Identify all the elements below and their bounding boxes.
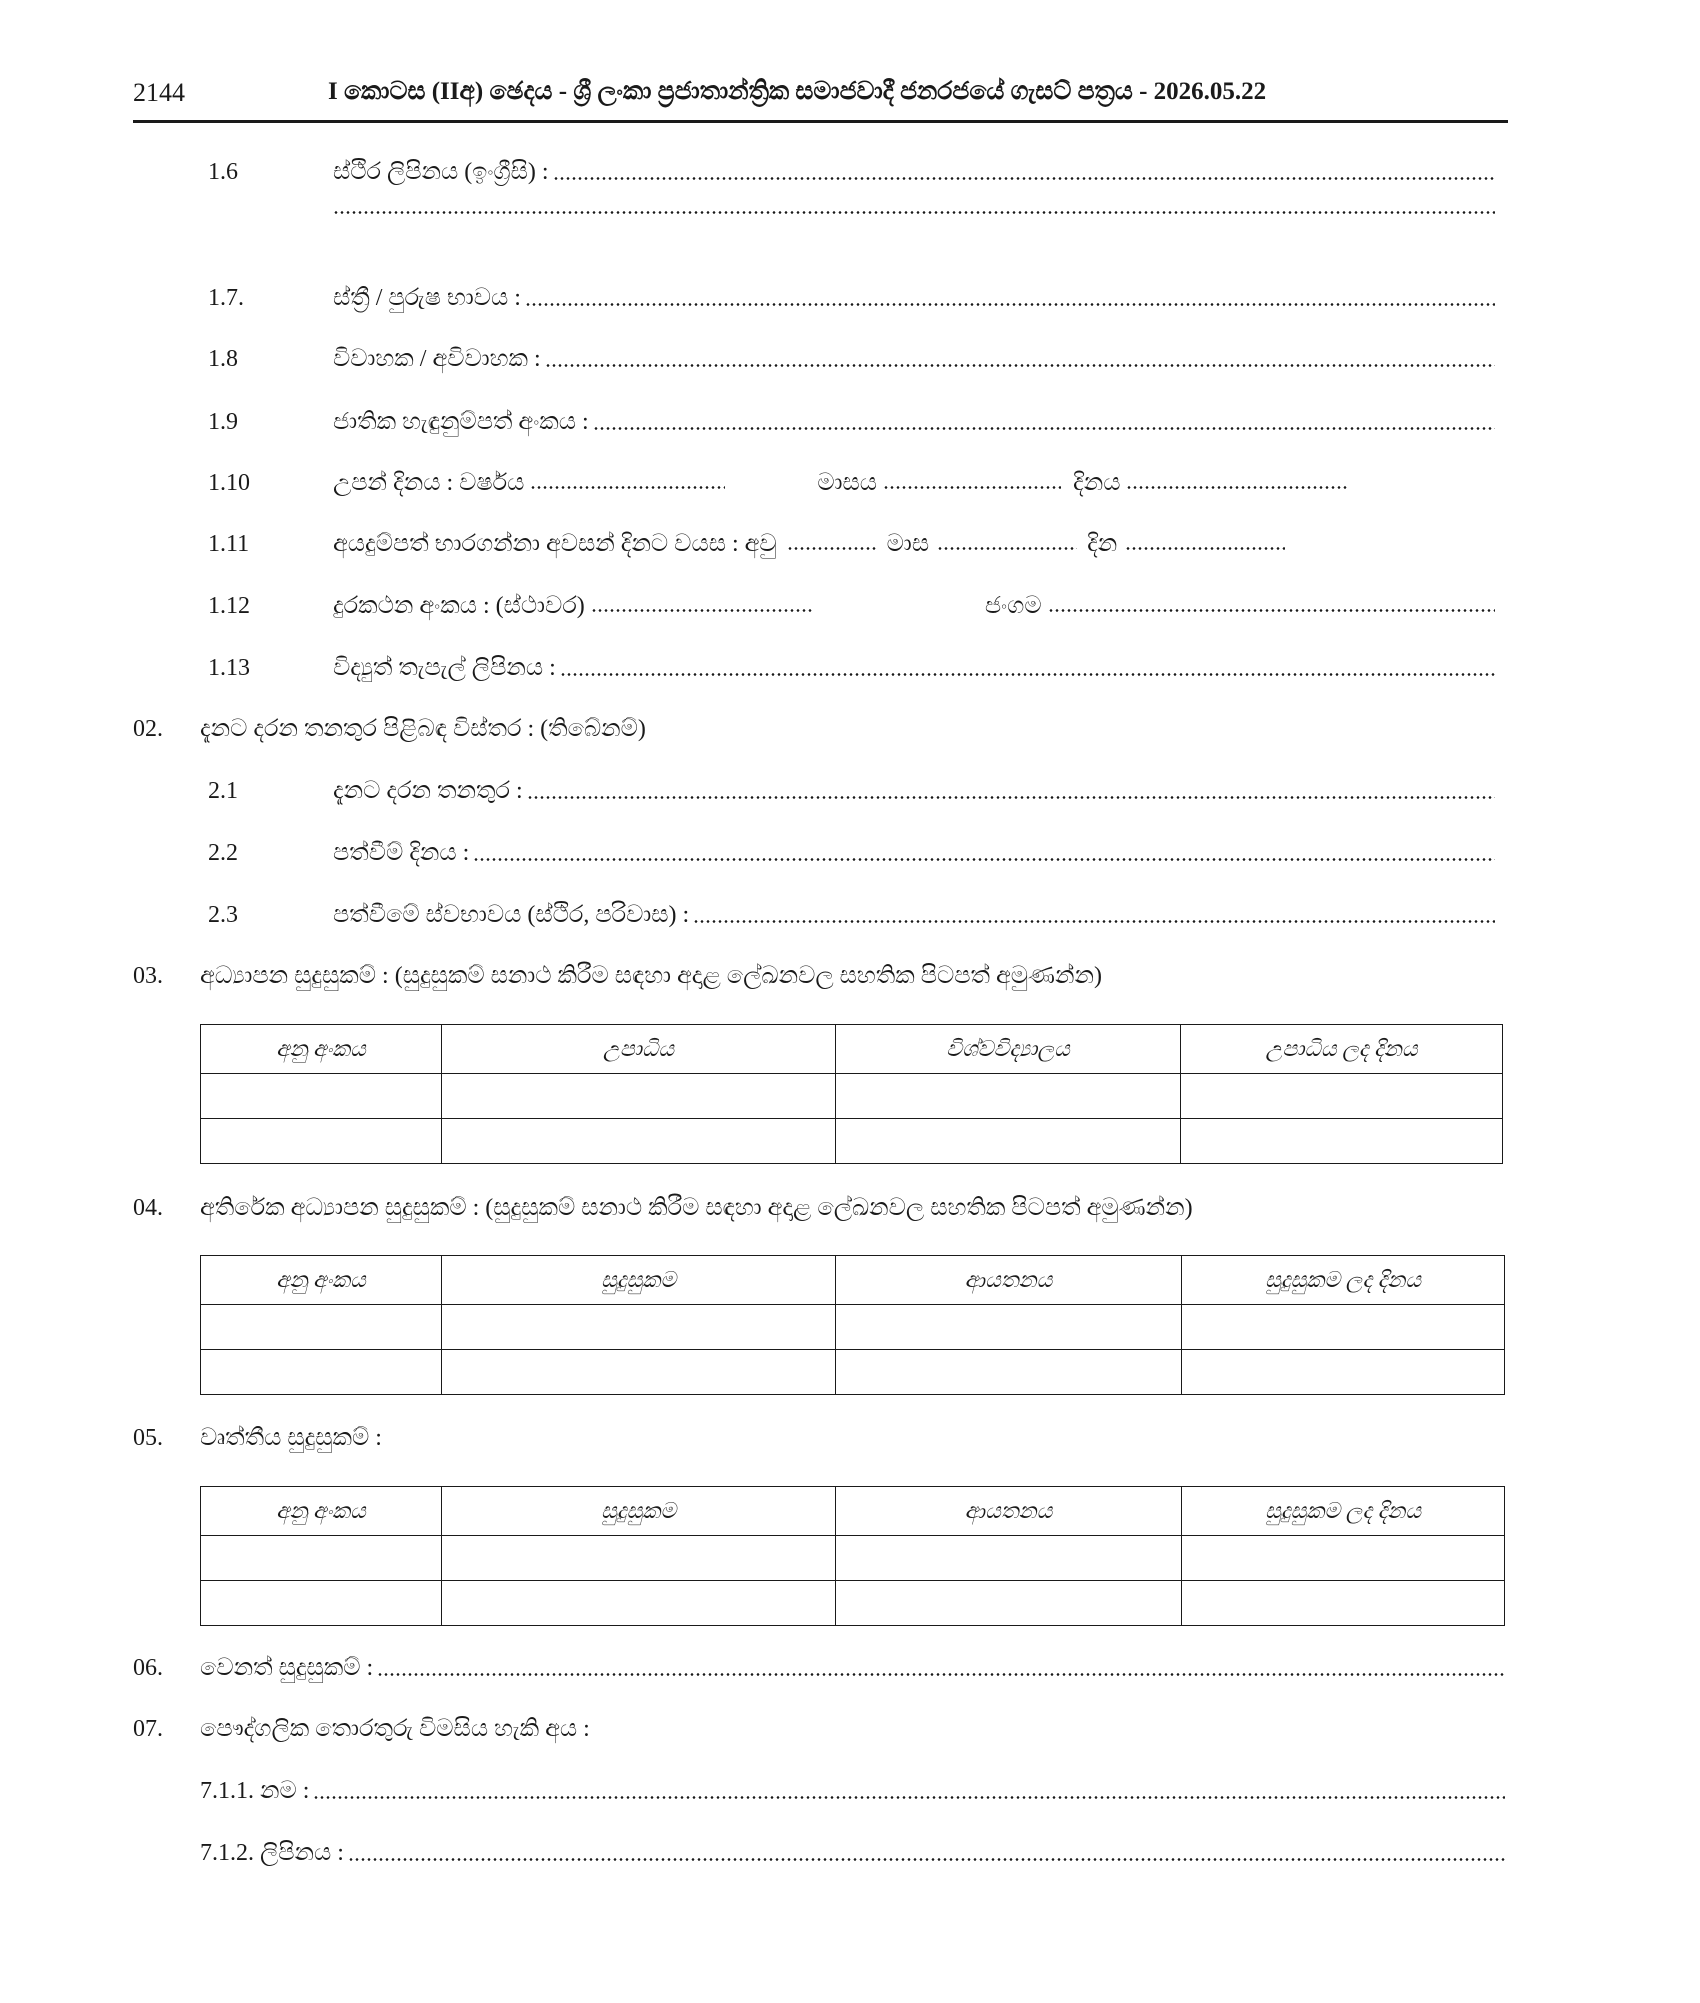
section-heading-7: පෞද්ගලික තොරතුරු විමසිය හැකි අය : <box>200 1716 590 1742</box>
table-cell[interactable] <box>1182 1536 1505 1581</box>
table-row <box>201 1536 1505 1581</box>
table-cell[interactable] <box>442 1350 836 1395</box>
table-cell[interactable] <box>1181 1074 1503 1119</box>
table-cell[interactable] <box>442 1581 836 1626</box>
field-number: 2.1 <box>208 778 238 804</box>
field-number: 1.8 <box>208 346 238 372</box>
column-header: උපාධිය <box>442 1025 836 1074</box>
table-header-row <box>201 1025 1503 1074</box>
column-header: සුදුසුකම ලද දිනය <box>1182 1256 1505 1305</box>
page-number: 2144 <box>133 78 185 107</box>
table-cell[interactable] <box>836 1074 1181 1119</box>
field-label: විද්‍යුත් තැපැල් ලිපිනය : <box>333 655 556 681</box>
table-cell[interactable] <box>442 1119 836 1164</box>
age-years-label: අයදුම්පත් භාරගන්නා අවසන් දිනට වයස : අවු <box>333 531 777 557</box>
table-cell[interactable] <box>201 1536 442 1581</box>
field-nic-number[interactable] <box>333 405 1495 439</box>
table-row <box>201 1074 1503 1119</box>
section-heading-5: වෘත්තීය සුදුසුකම් : <box>200 1425 382 1451</box>
dob-year-input[interactable] <box>530 486 725 489</box>
table-cell[interactable] <box>201 1305 442 1350</box>
field-label: දැනට දරන තනතුර : <box>333 778 523 804</box>
section-number-7: 07. <box>133 1716 163 1742</box>
field-date-of-birth <box>333 466 1333 500</box>
professional-qualifications-table <box>200 1486 1505 1626</box>
age-years-input[interactable] <box>787 547 877 550</box>
dotted-fill-line <box>313 1796 1505 1799</box>
gazette-title: I කොටස (IIඅ) ඡෙදය - ශ්‍රී ලංකා ප්‍රජාතාන්ත්‍රික සමාජවාදී ජනරජයේ ගැසට් පත්‍රය - 2026.05.22 <box>328 78 1267 105</box>
column-header: සුදුසුකම <box>442 1256 836 1305</box>
table-row <box>201 1581 1505 1626</box>
dob-month-label: මාසය <box>817 470 878 496</box>
field-label: පත්වීමේ ස්වභාවය (ස්ථිර, පරිවාස) : <box>333 902 690 928</box>
field-number: 1.12 <box>208 593 250 619</box>
table-cell[interactable] <box>442 1536 836 1581</box>
column-header: ආයතනය <box>836 1256 1182 1305</box>
table-row <box>201 1119 1503 1164</box>
field-permanent-address-line-2[interactable] <box>333 218 1495 223</box>
table-cell[interactable] <box>836 1119 1181 1164</box>
table-cell[interactable] <box>836 1581 1182 1626</box>
dotted-fill-line <box>333 211 1495 214</box>
field-referee-address[interactable] <box>200 1836 1505 1870</box>
table-cell[interactable] <box>836 1350 1182 1395</box>
field-label: වෙනත් සුදුසුකම් : <box>200 1655 374 1681</box>
table-cell[interactable] <box>201 1074 442 1119</box>
table-cell[interactable] <box>201 1350 442 1395</box>
section-heading-2: දැනට දරන තනතුර පිළිබඳ විස්තර : (තිබේනම්) <box>200 716 646 742</box>
dotted-fill-line <box>560 673 1495 676</box>
dob-month-input[interactable] <box>883 486 1061 489</box>
field-age <box>333 527 1333 561</box>
field-current-post[interactable] <box>333 774 1495 808</box>
table-cell[interactable] <box>1182 1350 1505 1395</box>
field-label: ජාතික හැඳුනුම්පත් අංකය : <box>333 409 589 435</box>
mobile-label: ජංගම <box>984 593 1042 619</box>
field-other-qualifications[interactable] <box>200 1651 1505 1685</box>
dotted-fill-line <box>545 364 1495 367</box>
table-row <box>201 1305 1505 1350</box>
dob-day-label: දිනය <box>1073 470 1121 496</box>
landline-input[interactable] <box>591 609 813 612</box>
table-cell[interactable] <box>442 1305 836 1350</box>
field-label: ස්ථිර ලිපිනය (ඉංග්‍රීසි) : <box>333 159 549 185</box>
field-label: විවාහක / අවිවාහක : <box>333 346 541 372</box>
field-label: 7.1.2. ලිපිනය : <box>200 1840 344 1866</box>
page-header <box>133 78 1508 123</box>
field-number: 1.6 <box>208 159 238 185</box>
field-number: 1.9 <box>208 409 238 435</box>
age-months-label: මාස <box>886 531 930 557</box>
dotted-fill-line <box>527 796 1495 799</box>
field-appointment-date[interactable] <box>333 836 1495 870</box>
table-cell[interactable] <box>1181 1119 1503 1164</box>
table-cell[interactable] <box>836 1305 1182 1350</box>
column-header: සුදුසුකම <box>442 1487 836 1536</box>
dotted-fill-line <box>593 427 1495 430</box>
field-number: 1.10 <box>208 470 250 496</box>
table-cell[interactable] <box>1182 1305 1505 1350</box>
field-telephone <box>333 589 1495 623</box>
column-header: ආයතනය <box>836 1487 1182 1536</box>
dob-year-label: උපන් දිනය : වර්ෂය <box>333 470 525 496</box>
field-number: 1.11 <box>208 531 250 557</box>
section-number-6: 06. <box>133 1655 163 1681</box>
dotted-fill-line <box>473 858 1495 861</box>
dotted-fill-line <box>693 920 1495 923</box>
field-permanent-address-english[interactable] <box>333 155 1495 189</box>
field-referee-name[interactable] <box>200 1774 1505 1808</box>
column-header: සුදුසුකම ලද දිනය <box>1182 1487 1505 1536</box>
column-header: උපාධිය ලද දිනය <box>1181 1025 1503 1074</box>
age-months-input[interactable] <box>937 547 1077 550</box>
mobile-input[interactable] <box>1048 609 1495 612</box>
field-number: 2.2 <box>208 840 238 866</box>
field-label: පත්වීම් දිනය : <box>333 840 470 866</box>
dotted-fill-line <box>348 1858 1505 1861</box>
section-heading-3: අධ්‍යාපන සුදුසුකම් : (සුදුසුකම් සනාථ කිරීම සඳහා අදාළ ලේඛනවල සහතික පිටපත් අමුණන්න) <box>200 963 1102 989</box>
column-header: විශ්වවිද්‍යාලය <box>836 1025 1181 1074</box>
additional-education-table <box>200 1255 1505 1395</box>
column-header: අනු අංකය <box>201 1487 442 1536</box>
column-header: අනු අංකය <box>201 1025 442 1074</box>
dotted-fill-line <box>553 177 1496 180</box>
field-number: 1.7. <box>208 285 244 311</box>
table-cell[interactable] <box>201 1119 442 1164</box>
field-label: 7.1.1. නම : <box>200 1778 310 1804</box>
dotted-fill-line <box>377 1673 1505 1676</box>
table-cell[interactable] <box>442 1074 836 1119</box>
age-days-input[interactable] <box>1125 547 1285 550</box>
table-row <box>201 1350 1505 1395</box>
field-label: ස්ත්‍රී / පුරුෂ භාවය : <box>333 285 521 311</box>
table-cell[interactable] <box>836 1536 1182 1581</box>
field-gender[interactable] <box>333 281 1495 315</box>
section-number-2: 02. <box>133 716 163 742</box>
table-header-row <box>201 1256 1505 1305</box>
field-number: 2.3 <box>208 902 238 928</box>
landline-label: දුරකථන අංකය : (ස්ථාවර) <box>333 593 585 619</box>
education-qualifications-table <box>200 1024 1503 1164</box>
section-heading-4: අතිරේක අධ්‍යාපන සුදුසුකම් : (සුදුසුකම් සනාථ කිරීම සඳහා අදාළ ලේඛනවල සහතික පිටපත් අමුණන්න) <box>200 1195 1193 1221</box>
age-days-label: දින <box>1087 531 1118 557</box>
table-cell[interactable] <box>1182 1581 1505 1626</box>
field-marital-status[interactable] <box>333 342 1495 376</box>
field-appointment-nature[interactable] <box>333 898 1495 932</box>
section-number-4: 04. <box>133 1195 163 1221</box>
table-cell[interactable] <box>201 1581 442 1626</box>
dotted-fill-line <box>525 303 1495 306</box>
field-email[interactable] <box>333 651 1495 685</box>
column-header: අනු අංකය <box>201 1256 442 1305</box>
section-number-3: 03. <box>133 963 163 989</box>
field-number: 1.13 <box>208 655 250 681</box>
dob-day-input[interactable] <box>1126 486 1348 489</box>
table-header-row <box>201 1487 1505 1536</box>
section-number-5: 05. <box>133 1425 163 1451</box>
